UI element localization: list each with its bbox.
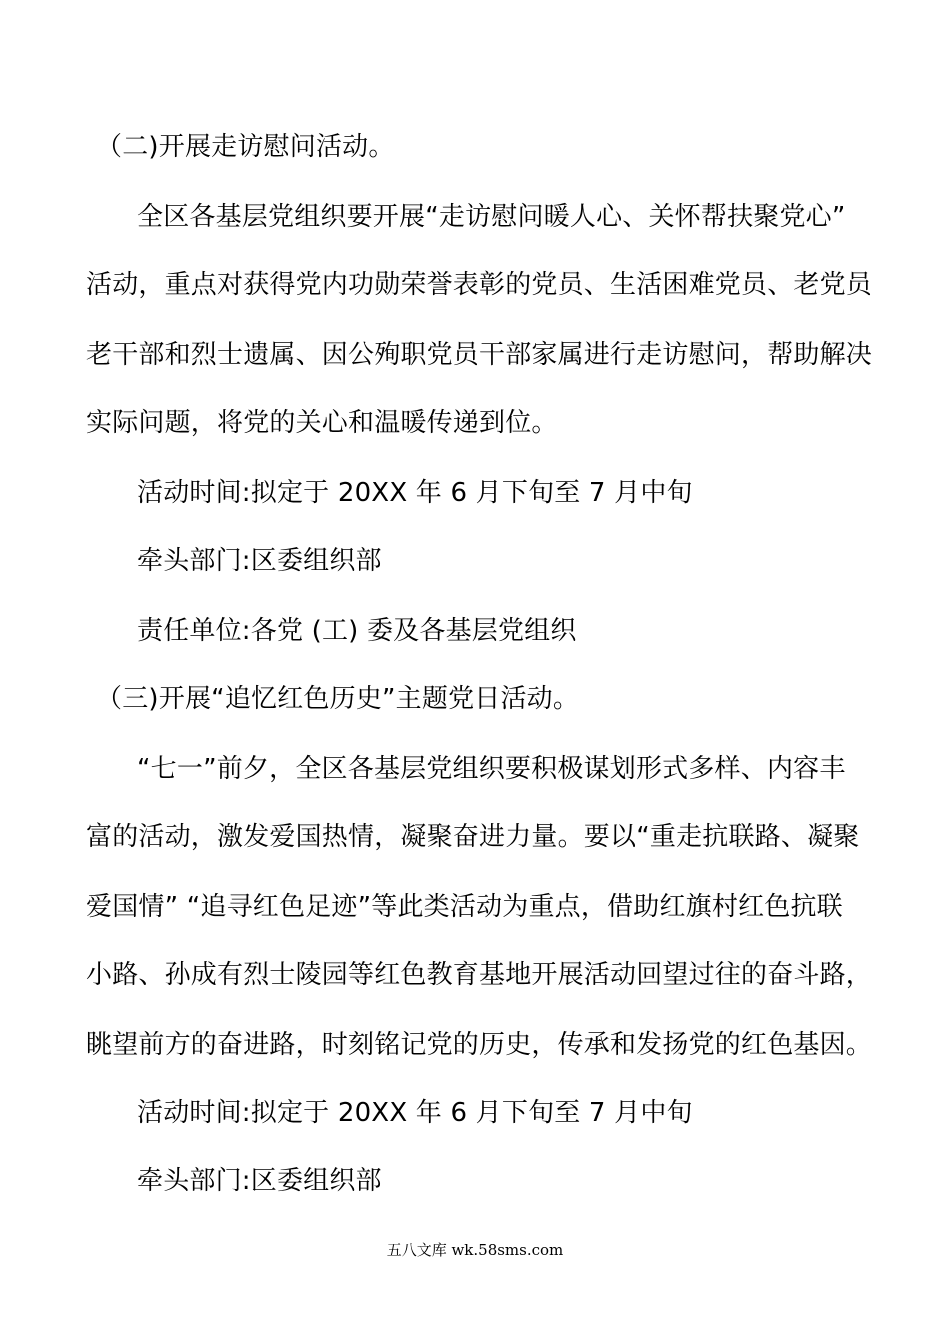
paragraph-line: 老干部和烈士遗属、因公殉职党员干部家属进行走访慰问，帮助解决 [86, 340, 873, 370]
paragraph-line: 爱国情” “追寻红色足迹”等此类活动为重点，借助红旗村红色抗联 [86, 892, 843, 922]
activity-time: 活动时间:拟定于 20XX 年 6 月下旬至 7 月中旬 [137, 478, 693, 508]
section-heading-2: （二)开展走访慰问活动。 [96, 132, 395, 162]
lead-department: 牵头部门:区委组织部 [137, 1166, 382, 1196]
paragraph-line: 眺望前方的奋进路，时刻铭记党的历史，传承和发扬党的红色基因。 [86, 1030, 873, 1060]
section-heading-3: （三)开展“追忆红色历史”主题党日活动。 [96, 684, 580, 714]
lead-department: 牵头部门:区委组织部 [137, 546, 382, 576]
paragraph-line: 全区各基层党组织要开展“走访慰问暖人心、关怀帮扶聚党心” [137, 202, 846, 232]
paragraph-line: 富的活动，激发爱国热情，凝聚奋进力量。要以“重走抗联路、凝聚 [86, 822, 860, 852]
page-footer: 五八文库 wk.58sms.com [386, 1241, 564, 1259]
paragraph-line: 实际问题，将党的关心和温暖传递到位。 [86, 408, 558, 438]
responsible-unit: 责任单位:各党 (工) 委及各基层党组织 [137, 616, 577, 646]
paragraph-line: 活动，重点对获得党内功勋荣誉表彰的党员、生活困难党员、老党员 [86, 270, 873, 300]
paragraph-line: “七一”前夕，全区各基层党组织要积极谋划形式多样、内容丰 [137, 754, 846, 784]
paragraph-line: 小路、孙成有烈士陵园等红色教育基地开展活动回望过往的奋斗路， [86, 960, 873, 990]
activity-time: 活动时间:拟定于 20XX 年 6 月下旬至 7 月中旬 [137, 1098, 693, 1128]
